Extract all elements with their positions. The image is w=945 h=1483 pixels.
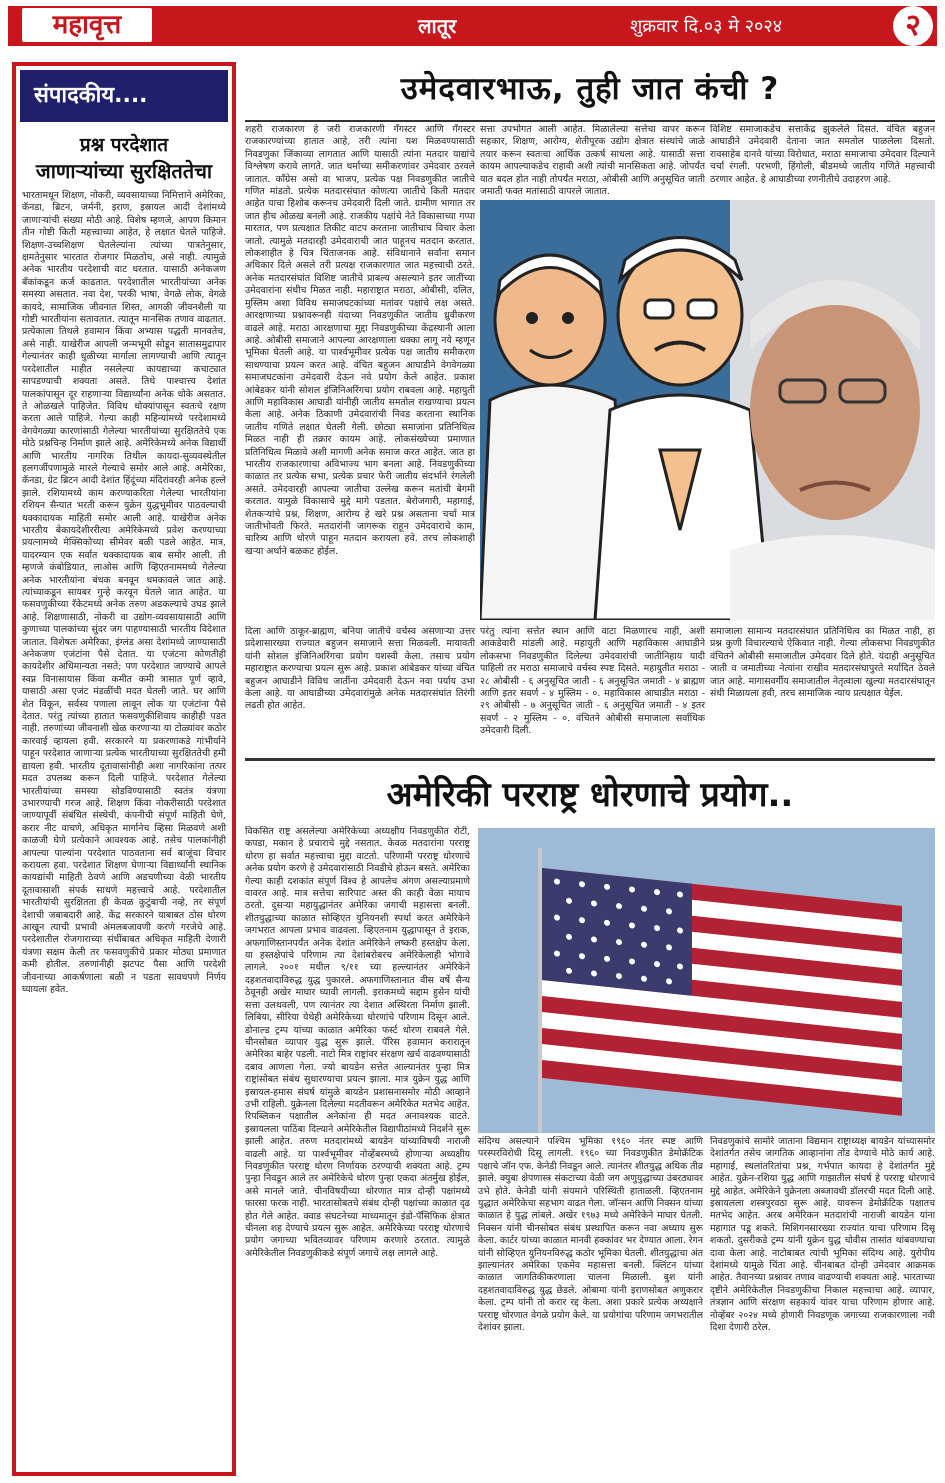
article2-body-3: निवडणुकांचे सामोरे जाताना विद्यमान राष्ट्राध्यक्ष बायडेन यांच्यासमोर देशांतर्गत तसेच जागतिक आव्हानांना तोंड देण्याचे मोठे कार्य आहे. महागाई, स्थलांतरितांचा प्रश्न, गर्भपात कायदा हे देशांतर्गत मुद्दे आहेत. युक्रेन-रशिया युद्ध आणि गाझातील संघर्ष हे परराष्ट्र धोरणाचे मुद्दे आहेत. अमेरिकेने युक्रेनला अब्जावधी डॉलरची मदत दिली आहे. इस्रायलला शस्त्रपुरवठा सुरू आहे. यावरून डेमोक्रॅटिक पक्षातच मतभेद आहेत. अरब अमेरिकन मतदारांची नाराजी बायडेन यांना महागात पडू शकते. मिशिगनसारख्या राज्यांत याचा परिणाम दिसू शकतो. दुसरीकडे ट्रम्प यांनी युक्रेन युद्ध चोवीस तासांत थांबवण्याचा दावा केला आहे. नाटोबाबत त्यांची भूमिका संदिग्ध आहे. युरोपीय देशांमध्ये यामुळे चिंता आहे. चीनबाबत दोन्ही उमेदवार आक्रमक आहेत. तैवानच्या प्रश्नावर तणाव वाढण्याची शक्यता आहे. भारताच्या दृष्टीने अमेरिकेतील निवडणुकीचा निकाल महत्त्वाचा आहे. व्यापार, तंत्रज्ञान आणि संरक्षण सहकार्य यांवर याचा परिणाम होणार आहे. नोव्हेंबर २०२४ मध्ये होणारी निवडणूक जगाच्या राजकारणाला नवी दिशा देणारी ठरेल. [710, 1136, 935, 1334]
article1-body-2: सत्ता उपभोगत आली आहेत. मिळालेल्या सत्तेचा वापर करून सहकार, शिक्षण, आरोग्य, शेतीपूरक उद्योग क्षेत्रात संस्थांचे जाळे तयार करून स्वतःचा आर्थिक उत्कर्ष साधला आहे. यासाठी सत्ता कायम आपल्याकडेच राहावी अशी त्यांची मानसिकता आहे. जोपर्यंत यात बदल होत नाही तोपर्यंत मराठा, ओबीसी आणि अनुसूचित जाती जमाती फक्त मतांसाठी वापरले जातात. [480, 124, 705, 198]
article1-column-3 [710, 124, 935, 198]
article1-lower-column-1 [245, 626, 475, 754]
editorial-section-tag: संपादकीय.... [20, 70, 228, 122]
article1-lower-body-3: समाजाला सामान्य मतदारसंघात प्रतिनिधित्व का मिळत नाही, हा प्रश्न कुणी विचारल्याचे ऐकिवात नाही. गेल्या लोकसभा निवडणुकीत वंचितने ओबीसी समाजातील उमेदवार दिले होते. यंदाही अनुसूचित जाती व जमातीच्या नेत्यांना राखीव मतदारसंघापुरते मर्यादित ठेवले जात आहे. मागासवर्गीय समाजातील नेतृत्वाला खुल्या मतदारसंघातून संधी मिळायला हवी, तरच सामाजिक न्याय प्रत्यक्षात येईल. [710, 626, 935, 700]
editorial-column [12, 62, 236, 1476]
article1-body-1: शहरी राजकारण हे जरी राजकारणी गॅंगस्टर आणि गॅंगस्टर राजकारण्यांच्या हातात आहे, तरी त्यांना यश मिळवण्यासाठी निवडणुका जिंकाव्या लागतात आणि यासाठी त्यांना मतदार याद्यांचे विश्लेषण करावे लागते. जात धर्माच्या समीकरणांवर उमेदवार ठरवले जातात. काँग्रेस असो वा भाजप, प्रत्येक पक्ष निवडणुकीत जातीचे गणित मांडतो. प्रत्येक मतदारसंघात कोणत्या जातीचे किती मतदार आहेत याचा हिशोब करूनच उमेदवारी दिली जाते. ग्रामीण भागात तर जात हीच ओळख बनली आहे. राजकीय पक्षांचे नेते विकासाच्या गप्पा मारतात, पण प्रत्यक्षात तिकीट वाटप करताना जातीचाच विचार केला जातो. त्यामुळे मतदारही उमेदवाराची जात पाहूनच मतदान करतात. लोकशाहीत हे चित्र चिंताजनक आहे. संविधानाने सर्वांना समान अधिकार दिले असले तरी प्रत्यक्ष राजकारणात जात महत्त्वाची ठरते. अनेक मतदारसंघांत विशिष्ट जातीचे प्राबल्य असल्याने इतर जातींच्या उमेदवारांना संधीच मिळत नाही. महाराष्ट्रात मराठा, ओबीसी, दलित, मुस्लिम अशा विविध समाजघटकांच्या मतांवर पक्षांचे लक्ष असते. आरक्षणाच्या प्रश्नावरूनही यंदाच्या निवडणुकीत जातीय ध्रुवीकरण वाढले आहे. मराठा आरक्षणाचा मुद्दा निवडणुकीच्या केंद्रस्थानी आला आहे. ओबीसी समाजाने आपल्या आरक्षणाला धक्का लागू नये म्हणून भूमिका घेतली आहे. या पार्श्वभूमीवर प्रत्येक पक्ष जातीय समीकरण साधण्याचा प्रयत्न करत आहे. वंचित बहुजन आघाडीने वेगवेगळ्या समाजघटकांना उमेदवारी देऊन नवे प्रयोग केले आहेत. प्रकाश आंबेडकर यांनी सोशल इंजिनिअरिंगचा प्रयोग राबवला आहे. महायुती आणि महाविकास आघाडी यांनीही जातीय समतोल राखण्याचा प्रयत्न केला आहे. अनेक ठिकाणी उमेदवारांची निवड करताना स्थानिक जातीय गणिते लक्षात घेतली गेली. छोट्या समाजांना प्रतिनिधित्व मिळत नाही ही तक्रार कायम आहे. लोकसंख्येच्या प्रमाणात प्रतिनिधित्व मिळावे अशी मागणी अनेक समाज करत आहेत. जात हा भारतीय राजकारणाचा अविभाज्य भाग बनला आहे. निवडणुकीच्या काळात तर प्रत्येक सभा, प्रत्येक प्रचार फेरी जातीय संदर्भाने रंगलेली असते. उमेदवारही आपल्या जातीचा उल्लेख करून मतांची बेगमी करतात. यामुळे विकासाचे मुद्दे मागे पडतात. बेरोजगारी, महागाई, शेतकर्‍यांचे प्रश्न, शिक्षण, आरोग्य हे खरे प्रश्न असताना चर्चा मात्र जातीभोवती फिरते. मतदारांनी जागरूक राहून उमेदवाराचे काम, चारित्र्य आणि धोरणे पाहून मतदान करायला हवे. तरच लोकशाही खर्‍या अर्थाने बळकट होईल. [245, 124, 475, 557]
article2-column-2 [478, 1136, 703, 1476]
article1-column-1 [245, 124, 475, 624]
page-number: २ [893, 6, 933, 46]
article2-body-1: विकसित राष्ट्र असलेल्या अमेरिकेच्या अध्यक्षीय निवडणुकीत रोटी, कपडा, मकान हे प्रचाराचे मुद्दे नसतात. केवळ मतदारांना परराष्ट्र धोरण हा सर्वात महत्त्वाचा मुद्दा वाटतो. परिणामी परराष्ट्र धोरणाचे अनेक प्रयोग करणे हे उमेदवारांसाठी निवडीचे होऊन बसते. अमेरिका गेल्या काही दशकांत संपूर्ण विश्व हे आपलेच अंगण असल्याप्रमाणे वावरत आहे. मात्र सत्तेचा सारिपाट अस्त की काही वेळा मायाच ठरतो. दुसर्‍या महायुद्धानंतर अमेरिका जगाची महासत्ता बनली. शीतयुद्धाच्या काळात सोव्हिएत युनियनशी स्पर्धा करत अमेरिकेने जगभरात आपला प्रभाव वाढवला. व्हिएतनाम युद्धापासून ते इराक, अफगाणिस्तानपर्यंत अनेक देशांत अमेरिकेने लष्करी हस्तक्षेप केला. या हस्तक्षेपांचे परिणाम त्या देशांबरोबरच अमेरिकेलाही भोगावे लागले. २००१ मधील ९/११ च्या हल्ल्यानंतर अमेरिकेने दहशतवादाविरुद्ध युद्ध पुकारले. अफगाणिस्तानात वीस वर्षे सैन्य ठेवूनही अखेर माघार घ्यावी लागली. इराकमध्ये सद्दाम हुसेन यांची सत्ता उलथवली, पण त्यानंतर त्या देशात अस्थिरता निर्माण झाली. लिबिया, सीरिया येथेही अमेरिकेच्या धोरणांचे परिणाम दिसून आले. डोनाल्ड ट्रम्प यांच्या काळात अमेरिका फर्स्ट धोरण राबवले गेले. चीनसोबत व्यापार युद्ध सुरू झाले. पॅरिस हवामान करारातून अमेरिका बाहेर पडली. नाटो मित्र राष्ट्रांवर संरक्षण खर्च वाढवण्यासाठी दबाव आणला गेला. ज्यो बायडेन सत्तेत आल्यानंतर पुन्हा मित्र राष्ट्रांसोबत संबंध सुधारण्याचा प्रयत्न झाला. मात्र युक्रेन युद्ध आणि इस्रायल-हमास संघर्ष यांमुळे बायडेन प्रशासनासमोर मोठी आव्हाने उभी राहिली. युक्रेनला दिलेल्या मदतीवरून अमेरिकेत मतभेद आहेत. रिपब्लिकन पक्षातील अनेकांना ही मदत अनावश्यक वाटते. इस्रायलला पाठिंबा दिल्याने अमेरिकेतील विद्यापीठांमध्ये निदर्शने सुरू झाली आहेत. तरुण मतदारांमध्ये बायडेन यांच्याविषयी नाराजी वाढली आहे. या पार्श्वभूमीवर नोव्हेंबरमध्ये होणार्‍या अध्यक्षीय निवडणुकीत परराष्ट्र धोरण निर्णायक ठरण्याची शक्यता आहे. ट्रम्प पुन्हा निवडून आले तर अमेरिकेचे धोरण पुन्हा एकदा अंतर्मुख होईल, असे मानले जाते. चीनविषयीच्या धोरणात मात्र दोन्ही पक्षांमध्ये फारसा फरक नाही. भारतासोबतचे संबंध दोन्ही पक्षांच्या काळात दृढ होत गेले आहेत. क्वाड संघटनेच्या माध्यमातून इंडो-पॅसिफिक क्षेत्रात चीनला शह देण्याचे प्रयत्न सुरू आहेत. अमेरिकेच्या परराष्ट्र धोरणाचे प्रयोग जगाच्या भवितव्यावर परिणाम करणारे ठरतात. त्यामुळे अमेरिकेतील निवडणुकीकडे संपूर्ण जगाचे लक्ष लागले आहे. [245, 826, 470, 1259]
article2-headline: अमेरिकी परराष्ट्र धोरणाचे प्रयोग.. [386, 775, 794, 815]
article2-body-2: संदिग्ध असल्याने पश्चिम भूमिका १९६० नंतर स्पष्ट आणि परस्परविरोधी दिसू लागली. १९६० च्या निवडणुकीत डेमोक्रॅटिक पक्षाचे जॉन एफ. केनेडी निवडून आले. त्यानंतर शीतयुद्ध अधिक तीव्र झाले. क्युबा क्षेपणास्त्र संकटाच्या वेळी जग अणुयुद्धाच्या उंबरठ्यावर उभे होते. केनेडी यांनी संयमाने परिस्थिती हाताळली. व्हिएतनाम युद्धात अमेरिकेचा सहभाग वाढत गेला. जॉन्सन आणि निक्सन यांच्या काळात हे युद्ध लांबले. अखेर १९७३ मध्ये अमेरिकेने माघार घेतली. निक्सन यांनी चीनसोबत संबंध प्रस्थापित करून नवा अध्याय सुरू केला. कार्टर यांच्या काळात मानवी हक्कांवर भर देण्यात आला. रेगन यांनी सोव्हिएत युनियनविरुद्ध कठोर भूमिका घेतली. शीतयुद्धाचा अंत झाल्यानंतर अमेरिका एकमेव महासत्ता बनली. क्लिंटन यांच्या काळात जागतिकीकरणाला चालना मिळाली. बुश यांनी दहशतवादाविरुद्ध युद्ध छेडले. ओबामा यांनी इराणसोबत अणुकरार केला. ट्रम्प यांनी तो करार रद्द केला. अशा प्रकारे प्रत्येक अध्यक्षाने परराष्ट्र धोरणात वेगळे प्रयोग केले. या प्रयोगांचा परिणाम जगभरातील देशांवर झाला. [478, 1136, 703, 1334]
article2-column-1 [245, 826, 470, 1476]
article1-column-2 [480, 124, 705, 198]
us-flag-icon [478, 828, 935, 1133]
newspaper-logo: महावृत्त [22, 8, 152, 42]
article1-headline: उमेदवारभाऊ, तुही जात कंची ? [245, 58, 935, 122]
masthead [8, 6, 937, 46]
article1-lower-body-2: परंतु त्यांना सत्तेत स्थान आणि वाटा मिळणारच नाही, अशी आकडेवारी मांडली आहे. महायुती आणि महाविकास आघाडीने लोकसभा निवडणुकीत दिलेल्या उमेदवारांची जातीनिहाय यादी पाहिली तर मराठा समाजाचे वर्चस्व स्पष्ट दिसते. महायुतीत मराठा - २८ ओबीसी - ६ अनुसूचित जाती - ६ अनुसूचित जमाती - ४ ब्राह्मण आणि इतर सवर्ण - ४ मुस्लिम - ०. महाविकास आघाडीत मराठा - २९ ओबीसी - ७ अनुसूचित जाती - ६ अनुसूचित जमाती - ४ इतर सवर्ण - २ मुस्लिम - ०. वंचितने ओबीसी समाजाला सर्वाधिक उमेदवारी दिली. [480, 626, 705, 737]
editorial-headline [22, 132, 226, 184]
article1-lower-column-3 [710, 626, 935, 754]
section-divider [245, 758, 935, 761]
editorial-headline-line2: जाणार्‍यांच्या सुरक्षिततेचा [35, 159, 213, 183]
us-flag-photo [478, 828, 935, 1133]
article2-column-3 [710, 1136, 935, 1476]
edition-date: शुक्रवार दि.०३ मे २०२४ [630, 16, 783, 37]
editorial-headline-line1: प्रश्न परदेशात [79, 134, 169, 156]
cartoon-illustration [480, 200, 935, 620]
article1-lower-body-1: दिला आणि ठाकूर-ब्राह्मण, बनिया जातीचे वर्चस्व असणार्‍या उत्तर प्रदेशासारख्या राज्यात बहुजन समाजाने सत्ता मिळवली. मायावती यांनी सोशल इंजिनिअरिंगचा प्रयोग यशस्वी केला. तसाच प्रयोग महाराष्ट्रात करण्याचा प्रयत्न सुरू आहे. प्रकाश आंबेडकर यांच्या वंचित बहुजन आघाडीने विविध जातींना उमेदवारी देऊन नवा पर्याय उभा केला आहे. या आघाडीच्या उमेदवारांमुळे अनेक मतदारसंघांत तिरंगी लढती होत आहेत. [245, 626, 475, 712]
editorial-body: भारतामधून शिक्षण, नोकरी, व्यवसायाच्या निमित्ताने अमेरिका, कॅनडा, ब्रिटन, जर्मनी, इराण, इस्रायल आदी देशांमध्ये जाणार्‍यांची संख्या मोठी आहे. विशेष म्हणजे, आपण किमान तीन गोष्टी किती महत्त्वाच्या आहेत, हे लक्षात घेतले पाहिजे. शिक्षण-उच्चशिक्षण घेतलेल्यांना त्यांच्या पात्रतेनुसार, क्षमतेनुसार भारतात रोजगार मिळतोच, असे नाही. त्यामुळे अनेक भारतीय परदेशाची वाट धरतात. यासाठी अनेकजण बॅंकांकडून कर्ज काढतात. परदेशातील भारतीयांच्या अनेक समस्या असतात. नवा देश, परकी भाषा, वेगळे लोक, वेगळे कायदे, सामाजिक जीवनात शिस्त, आगळी जीवनशैली या गोष्टी भारतीयांना सतावतात. त्यातून मानसिक तणाव वाढतात. प्रत्येकाला तिथले हवामान किंवा अभ्यास पद्धती मानवतेच, असे नाही. याखेरीज आपली जन्मभूमी सोडून सातासमुद्रापार गेल्यानंतर काही धुळीच्या मार्गाला लागण्याची आणि त्यातून परदेशातील माहीत नसलेल्या कायद्याच्या कचाट्यात सापडण्याची शक्यता असते. तिथे पाश्चात्त्य देशांत पालकांपासून दूर राहणार्‍या विद्यार्थ्यांना अनेक धोके असतात. ते ओळखले पाहिजेत. विविध धोक्यांपासून स्वतःचे रक्षण करता आले पाहिजे. गेल्या काही महिन्यांमध्ये परदेशामध्ये वेगवेगळ्या कारणांसाठी गेलेल्या भारतीयांच्या सुरक्षिततेचे एक मोठे प्रश्नचिन्ह निर्माण झाले आहे. अमेरिकेमध्ये अनेक विद्यार्थी आणि भारतीय नागरिक तिथील कायदा-सुव्यवस्थेतील हलगर्जीपणामुळे मारले गेल्याचे समोर आले आहे. अमेरिका, कॅनडा, ग्रेट ब्रिटन आदी देशांत हिंदूंच्या मंदिरांवरही अनेक हल्ले झाले. रशियामध्ये काम करण्याकरिता गेलेल्या भारतीयांना रशियन सैन्यात भरती करून युक्रेन युद्धभूमीवर पाठवल्याची धक्कादायक माहिती समोर आली आहे. याखेरीज अनेक भारतीय बेकायदेशीररीत्या अमेरिकेमध्ये प्रवेश करण्याच्या प्रयत्नामध्ये मेक्सिकोच्या सीमेवर बळी पडले आहेत. मात्र, यादरम्यान एक सर्वात धक्कादायक बाब समोर आली. ती म्हणजे कंबोडियात, लाओस आणि व्हिएतनाममध्ये गेलेल्या अनेक भारतीयांना बंधक बनवून धमकावले जात आहे. त्यांच्याकडून सायबर गुन्हे करवून घेतले जात आहेत. या फसवणुकीच्या रॅकेटमध्ये अनेक तरुण अडकल्याचे उघड झाले आहे. शिक्षणासाठी, नोकरी वा उद्योग-व्यवसायासाठी आणि कुणाच्या पालकांच्या सुंदर जग पाहण्यासाठी भारतीय विदेशात जातात. विशेषतः अमेरिका, इंग्लंड असा देशांमध्ये जाण्यासाठी अनेकजण एजंटांना पैसे देतात. या एजंटना कोणतीही कायदेशीर अधिमान्यता नसते; पण परदेशात जाण्याचे आपले स्वप्न विनासायास किंवा कमीत कमी त्रासात पूर्ण व्हावे, यासाठी असा एजंट मंडळींची मदत घेतली जाते. घर आणि शेत विकून, सर्वस्व पणाला लावून लोक या एजंटांना पैसे देतात. परंतु त्यांच्या हातात फसवणुकीशिवाय काहीही पडत नाही. तरुणांच्या जीवनाशी खेळ करणार्‍या या टोळ्यांवर कठोर कारवाई व्हायला हवी. सरकारने या प्रकरणाकडे गांभीर्याने पाहून परदेशात जाणार्‍या प्रत्येक भारतीयाच्या सुरक्षिततेची हमी द्यायला हवी. भारतीय दूतावासांनीही अशा नागरिकांना तत्पर मदत उपलब्ध करून दिली पाहिजे. परदेशात गेलेल्या भारतीयांच्या समस्या सोडविण्यासाठी स्वतंत्र यंत्रणा उभारण्याची गरज आहे. शिक्षण किंवा नोकरीसाठी परदेशात जाण्यापूर्वी संबंधित संस्थेची, कंपनीची संपूर्ण माहिती घेणे, करार नीट वाचणे, अधिकृत मार्गानेच व्हिसा मिळवणे अशी काळजी घेणे प्रत्येकाने आवश्यक आहे. तसेच पालकांनीही आपल्या पाल्यांना परदेशात पाठवताना सर्व बाजूंचा विचार करायला हवा. परदेशात शिक्षण घेणार्‍या विद्यार्थ्यांनी स्थानिक कायद्यांची माहिती ठेवणे आणि अडचणीच्या वेळी भारतीय दूतावासाशी संपर्क साधणे महत्त्वाचे आहे. परदेशातील भारतीयांची सुरक्षितता ही केवळ कुटुंबाची नव्हे, तर संपूर्ण देशाची जबाबदारी आहे. केंद्र सरकारने याबाबत ठोस धोरण आखून त्याची प्रभावी अंमलबजावणी करणे गरजेचे आहे. परदेशातील रोजगाराच्या संधींबाबत अधिकृत माहिती देणारी यंत्रणा सक्षम केली तर फसवणुकीचे प्रकार मोठ्या प्रमाणात कमी होतील. तरुणांनीही झटपट पैसा आणि परदेशी जीवनाच्या आकर्षणाला बळी न पडता सावधपणे निर्णय घ्यायला हवेत. [22, 190, 226, 995]
politics-cartoon-photo [480, 200, 935, 620]
edition-city: लातूर [418, 14, 457, 38]
article1-lower-column-2 [480, 626, 705, 754]
article1-body-3: विशिष्ट समाजाकडेच सत्ताकेंद्र झुकलेले दिसतं. वंचित बहुजन आघाडीने उमेदवारी देताना जात समतोल पाळलेला दिसतो. रावसाहेब दानवे यांच्या विरोधात, मराठा समाजाचा उमेदवार दिल्याने चर्चा रंगली. परभणी, हिंगोली, बीडमध्ये जातीय गणिते महत्त्वाची ठरणार आहेत. हे आघाडीच्या रणनीतीचे उदाहरण आहे. [710, 124, 935, 185]
